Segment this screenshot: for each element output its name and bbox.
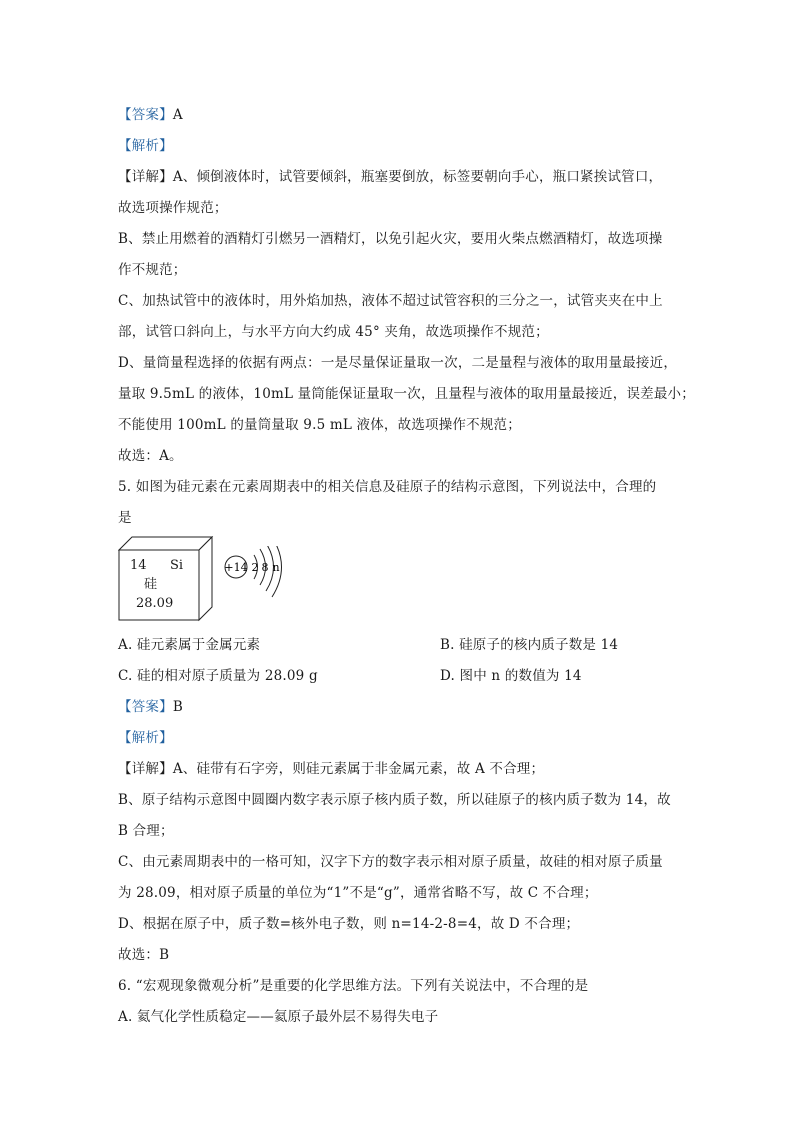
element-atomic-mass: 28.09 (136, 596, 174, 611)
q6-stem: 6. “宏观现象微观分析”是重要的化学思维方法。下列有关说法中，不合理的是 (118, 978, 589, 994)
answer-label: 【答案】 (118, 107, 173, 123)
element-symbol: Si (170, 558, 184, 573)
q5-line-text: A、硅带有石字旁，则硅元素属于非金属元素，故 A 不合理； (172, 761, 545, 777)
q5-conclusion: 故选：B (118, 947, 170, 963)
q4-line: D、量筒量程选择的依据有两点：一是尽量保证量取一次，二是量程与液体的取用量最接近， (118, 355, 678, 371)
q4-line: 部，试管口斜向上，与水平方向大约成 45° 夹角，故选项操作不规范； (118, 324, 549, 340)
q4-analysis-label: 【解析】 (118, 138, 173, 154)
q5-line: 为 28.09，相对原子质量的单位为“1”不是“g”，通常省略不写，故 C 不合理； (118, 885, 598, 901)
q5-answer-line (118, 692, 678, 723)
element-name: 硅 (144, 577, 158, 592)
option-a[interactable]: A. 硅元素属于金属元素 (118, 637, 261, 653)
q5-line: B 合理； (118, 823, 174, 839)
q5-stem-line-1: 5. 如图为硅元素在元素周期表中的相关信息及硅原子的结构示意图，下列说法中，合理的 (118, 479, 657, 495)
option-c[interactable]: C. 硅的相对原子质量为 28.09 g (118, 668, 318, 684)
element-atomic-number: 14 (130, 558, 147, 573)
q4-detail-line-1 (118, 162, 678, 193)
option-d[interactable]: D. 图中 n 的数值为 14 (440, 668, 582, 684)
shell-2-electrons: 8 (261, 561, 269, 574)
q6-option-a[interactable]: A. 氦气化学性质稳定——氦原子最外层不易得失电子 (118, 1009, 439, 1025)
q5-analysis-label: 【解析】 (118, 730, 173, 746)
answer-value: B (172, 699, 183, 715)
q4-line: C、加热试管中的液体时，用外焰加热，液体不超过试管容积的三分之一，试管夹夹在中上 (118, 293, 663, 309)
q5-figure (118, 536, 678, 624)
q4-line: 故选项操作规范； (118, 200, 228, 216)
answer-label: 【答案】 (118, 699, 173, 715)
shell-1-electrons: 2 (251, 561, 259, 574)
document-page (118, 100, 695, 1033)
q5-line: B、原子结构示意图中圆圈内数字表示原子核内质子数，所以硅原子的核内质子数为 14，故 (118, 792, 671, 808)
q4-line: 不能使用 100mL 的量筒量取 9.5 mL 液体，故选项操作不规范； (118, 417, 521, 433)
q5-options-row-2 (118, 661, 678, 692)
q5-line: C、由元素周期表中的一格可知，汉字下方的数字表示相对原子质量，故硅的相对原子质量 (118, 854, 663, 870)
q5-detail-line-1 (118, 754, 678, 785)
q4-line-text: A、倾倒液体时，试管要倾斜，瓶塞要倒放，标签要朝向手心，瓶口紧挨试管口， (172, 169, 663, 185)
q5-options-row-1 (118, 630, 678, 661)
nucleus-charge: +14 (224, 561, 248, 574)
q5-stem-line-2: 是 (118, 510, 132, 526)
shell-3-electrons: n (272, 561, 280, 574)
q4-line: 量取 9.5mL 的液体，10mL 量筒能保证量取一次，且量程与液体的取用量最接近，误差最小； (118, 386, 695, 402)
atom-structure-diagram (224, 546, 304, 610)
option-b[interactable]: B. 硅原子的核内质子数是 14 (440, 637, 619, 653)
q4-conclusion: 故选：A。 (118, 448, 183, 464)
detail-label: 【详解】 (118, 169, 173, 185)
q4-line: B、禁止用燃着的酒精灯引燃另一酒精灯，以免引起火灾，要用火柴点燃酒精灯，故选项操 (118, 231, 663, 247)
answer-value: A (172, 107, 183, 123)
q4-line: 作不规范； (118, 262, 187, 278)
q4-answer-line (118, 100, 678, 131)
detail-label: 【详解】 (118, 761, 173, 777)
q5-line: D、根据在原子中，质子数=核外电子数，则 n=14-2-8=4，故 D 不合理； (118, 916, 580, 932)
